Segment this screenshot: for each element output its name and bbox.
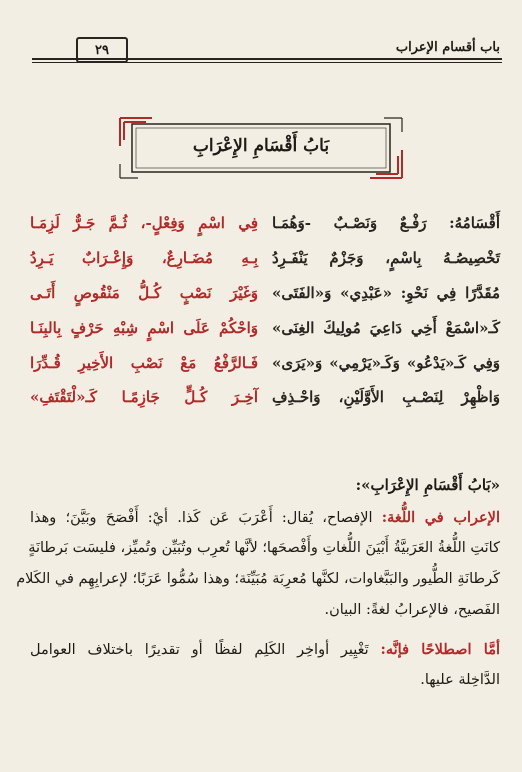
verse-row (30, 345, 500, 380)
verse-second-half: آخِـرَ كُـلٍّ جَازِمًـا كَـ«لْتَقْتَفِ» (30, 388, 258, 407)
verse-second-half: وَاحْكُمْ عَلَى اسْمٍ شِبْهِ حَرْفٍ بِالبِنَـا (30, 318, 258, 337)
line-text: الدَّاخِلة عليها. (420, 672, 500, 688)
verse-row (30, 241, 500, 276)
verse-first-half: تَخْصِيصُـهُ بِاسْمٍ، وَجَزْمٌ يَنْفَـرِدُ (272, 249, 500, 268)
paragraph-line (30, 665, 500, 696)
commentary (16, 468, 500, 696)
line-text: كَرطانَةِ الطُّيور والبَبَّغاوات، لكنَّها مُعرِبَة مُبَيِّنَة؛ وهذا سُمُّوا عَرَبًا؛ لإعرابِهِم في الكَلام (16, 571, 500, 587)
verse-second-half: فِي اسْمٍ وَفِعْلٍ-، ثُـمَّ جَـرٌّ لَزِمَـا (30, 214, 258, 233)
running-title: باب أقسام الإعراب (395, 40, 500, 55)
verse-first-half: كَـ«اسْمَعْ أَخِي دَاعِيَ مُولِيكَ الغِنَى» (272, 318, 500, 337)
term-lead: أمَّا اصطلاحًا فإنَّه: (380, 641, 500, 658)
verse-block (30, 206, 500, 415)
chapter-title: بَابُ أَقْسَامِ الإِعْرَابِ (192, 136, 330, 156)
verse-second-half: وَغَيْرَ نَصْبٍ كُـلُّ مَنْقُوصٍ أَتَـى (30, 283, 258, 302)
line-text: كانَتِ اللُّغةُ العَرَبيَّةُ أَبْيَنَ اللُّغاتِ وأَفْصحَها؛ لأنَّها تُعرِب وتُبَيِّن وتُميِّز، فليسَت بَرطانَةٍ (28, 540, 500, 556)
verse-row (30, 310, 500, 345)
paragraph-gap (30, 626, 500, 634)
paragraph-line (30, 595, 500, 626)
line-text: الإفصاح، يُقال: أَعْرَبَ عَن كَذا. أيْ: أَفْصَحَ وبَيَّنَ؛ وهذا (30, 510, 382, 526)
paragraph-line (30, 634, 500, 665)
term-lead: الإعراب في اللُّغة: (381, 509, 500, 526)
paragraph-line (30, 533, 500, 564)
header-rule-thin (32, 62, 502, 63)
line-text: الفَصيح، فالإعرابُ لغةً: البيان. (324, 602, 500, 618)
verse-row (30, 380, 500, 415)
verse-first-half: أَقْسَامُهُ: رَفْـعٌ وَنَصْـبٌ -وَهُمَـا (272, 214, 500, 233)
verse-first-half: مُقَدَّرًا فِي نَحْوِ: «عَبْدِي» وَ«الفَتَى» (272, 283, 500, 302)
verse-row (30, 206, 500, 241)
verse-second-half: فَـالرَّفْعُ مَعْ نَصْبِ الأَخِيرِ قُـدِّرَا (30, 353, 258, 372)
verse-second-half: بِـهِ مُضَـارِعٌ، وَإِعْـرَابٌ يَـرِدُ (30, 249, 258, 268)
line-text: تَغْيِير أواخِر الكَلِم لفظًا أو تقديرًا باختلاف العوامل (30, 642, 381, 658)
page-number: ٢٩ (76, 37, 128, 63)
verse-first-half: وَاظْهِرْ لِنَصْـبِ الأَوَّلَيْنِ، وَاحْـذِفِ (272, 388, 500, 407)
verse-first-half: وَفِي كَـ«يَدْعُو» وَكَـ«يَرْمِي» وَ«يَرَى» (272, 353, 500, 372)
verse-row (30, 276, 500, 311)
paragraph-line (16, 564, 500, 595)
section-heading: «بَابُ أَقْسَامِ الإِعْرَابِ»: (355, 476, 500, 494)
chapter-title-frame (118, 116, 404, 180)
header-rule (32, 58, 502, 60)
paragraph-line (30, 502, 500, 533)
